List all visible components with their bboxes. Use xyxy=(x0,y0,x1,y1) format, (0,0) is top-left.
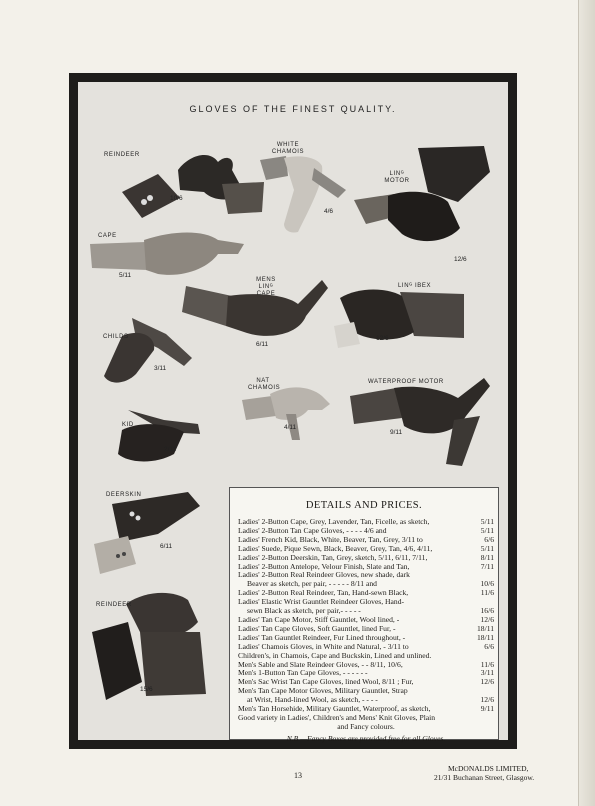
cape-label: CAPE xyxy=(98,233,117,239)
white-chamois-price: 4/6 xyxy=(324,208,334,215)
ling-motor-label: LINᴳ MOTOR xyxy=(384,171,410,184)
kid-glove-image xyxy=(108,404,218,474)
waterproof-motor-glove-image xyxy=(344,376,494,476)
price-row: Ladies' 2-Button Deerskin, Tan, Grey, sketch, 5/11, 6/11, 7/11, 8/11 xyxy=(238,552,494,562)
company-name: McDONALDS LIMITED, xyxy=(448,764,529,773)
price-row: at Wrist, Hand-lined Wool, as sketch, - - - - 12/6 xyxy=(247,695,494,705)
price-row: Men's Sac Wrist Tan Cape Gloves, lined Wool, 8/11 ; Fur, 12/6 xyxy=(238,677,494,687)
details-title: DETAILS AND PRICES. xyxy=(305,500,423,511)
price-row-text: and Fancy colours. xyxy=(337,721,395,731)
price-row: Ladies' Tan Gauntlet Reindeer, Fur Lined throughout, - 18/11 xyxy=(238,632,494,642)
price-row-text: Ladies' 2-Button Real Reindeer Gloves, new shade, dark xyxy=(238,570,410,580)
nat-chamois-label: NAT CHAMOIS xyxy=(248,378,281,391)
waterproof-motor-label: WATERPROOF MOTOR xyxy=(368,379,444,385)
page-edge xyxy=(578,0,595,806)
details-and-prices-panel xyxy=(229,487,499,743)
price-row: Ladies' 2-Button Tan Cape Gloves, - - - - 4/6 and 5/11 xyxy=(238,525,494,535)
nota-bene-note: N.B.—Fancy Boxes are provided free for all Gloves. xyxy=(286,733,446,743)
price-row: Ladies' Chamois Gloves, in White and Natural, - 3/11 to 6/6 xyxy=(238,641,494,651)
ling-motor-price: 12/6 xyxy=(454,256,467,263)
page-number: 13 xyxy=(294,771,302,780)
price-row: Ladies' 2-Button Antelope, Velour Finish, Slate and Tan, 7/11 xyxy=(238,561,494,571)
ling-ibex-label: LINᴳ IBEX xyxy=(398,283,432,289)
price-row-text: Children's, in Chamois, Cape and Buckskin, Lined and unlined. xyxy=(238,650,432,660)
kid-label: KID xyxy=(122,422,134,428)
price-row: Ladies' 2-Button Cape, Grey, Lavender, Tan, Ficelle, as sketch, 5/11 xyxy=(238,517,494,526)
mens-ling-cape-price: 6/11 xyxy=(256,341,269,348)
kid-price: 2/11 xyxy=(164,446,177,453)
childs-glove-image xyxy=(96,314,196,394)
price-row: Men's 1-Button Tan Cape Gloves, - - - - - - 3/11 xyxy=(238,668,494,678)
price-row-text: Men's Tan Cape Motor Gloves, Military Gauntlet, Strap xyxy=(238,686,408,696)
ling-motor-glove-image xyxy=(348,142,498,262)
deerskin-glove-image xyxy=(92,490,212,580)
white-chamois-glove-image xyxy=(258,150,358,240)
ling-ibex-price: 12/6 xyxy=(376,335,389,342)
reindeer-bottom-price: 15/6 xyxy=(140,686,153,693)
reindeer-bottom-label: REINDEER xyxy=(96,602,132,608)
price-row: Ladies' French Kid, Black, White, Beaver, Tan, Grey, 3/11 to 6/6 xyxy=(238,534,494,544)
cape-price: 5/11 xyxy=(119,272,132,279)
price-list xyxy=(238,518,494,744)
price-row: Ladies' Tan Cape Motor, Stiff Gauntlet, Wool lined, - 12/6 xyxy=(238,614,494,624)
price-row: Men's Sable and Slate Reindeer Gloves, - - 8/11, 10/6, 11/6 xyxy=(238,659,494,669)
footer-company xyxy=(434,764,534,782)
plate-heading: GLOVES OF THE FINEST QUALITY. xyxy=(189,104,397,114)
childs-label: CHILDS xyxy=(103,334,129,340)
deerskin-label: DEERSKIN xyxy=(106,492,142,498)
price-row: Ladies' Suede, Pique Sewn, Black, Beaver, Grey, Tan, 4/6, 4/11, 5/11 xyxy=(238,543,494,553)
company-address: 21/31 Buchanan Street, Glasgow. xyxy=(434,773,535,782)
price-row-text: Ladies' Elastic Wrist Gauntlet Reindeer Gloves, Hand- xyxy=(238,597,405,607)
price-row: sewn Black as sketch, per pair,- - - - - 16/6 xyxy=(247,606,494,616)
price-row-text: Good variety in Ladies', Children's and Mens' Knit Gloves, Plain xyxy=(238,712,436,722)
deerskin-price: 6/11 xyxy=(160,543,173,550)
price-row: Beaver as sketch, per pair, - - - - - 8/11 and 10/6 xyxy=(247,579,494,589)
reindeer-label: REINDEER xyxy=(104,152,140,158)
price-row: Ladies' 2-Button Real Reindeer, Tan, Hand-sewn Black, 11/6 xyxy=(238,588,494,598)
mens-ling-cape-label: MENS LINᴳ CAPE xyxy=(256,277,276,297)
white-chamois-label: WHITE CHAMOIS xyxy=(271,142,305,155)
childs-price: 3/11 xyxy=(154,365,167,372)
reindeer-glove-image xyxy=(118,140,268,220)
price-row: Men's Tan Horsehide, Military Gauntlet, Waterproof, as sketch, 9/11 xyxy=(238,704,494,714)
price-row: Ladies' Tan Cape Gloves, Soft Gauntlet, lined Fur, - 18/11 xyxy=(238,623,494,633)
waterproof-motor-price: 9/11 xyxy=(390,429,403,436)
reindeer-price: 10/6 xyxy=(170,195,183,202)
nat-chamois-price: 4/11 xyxy=(284,424,297,431)
